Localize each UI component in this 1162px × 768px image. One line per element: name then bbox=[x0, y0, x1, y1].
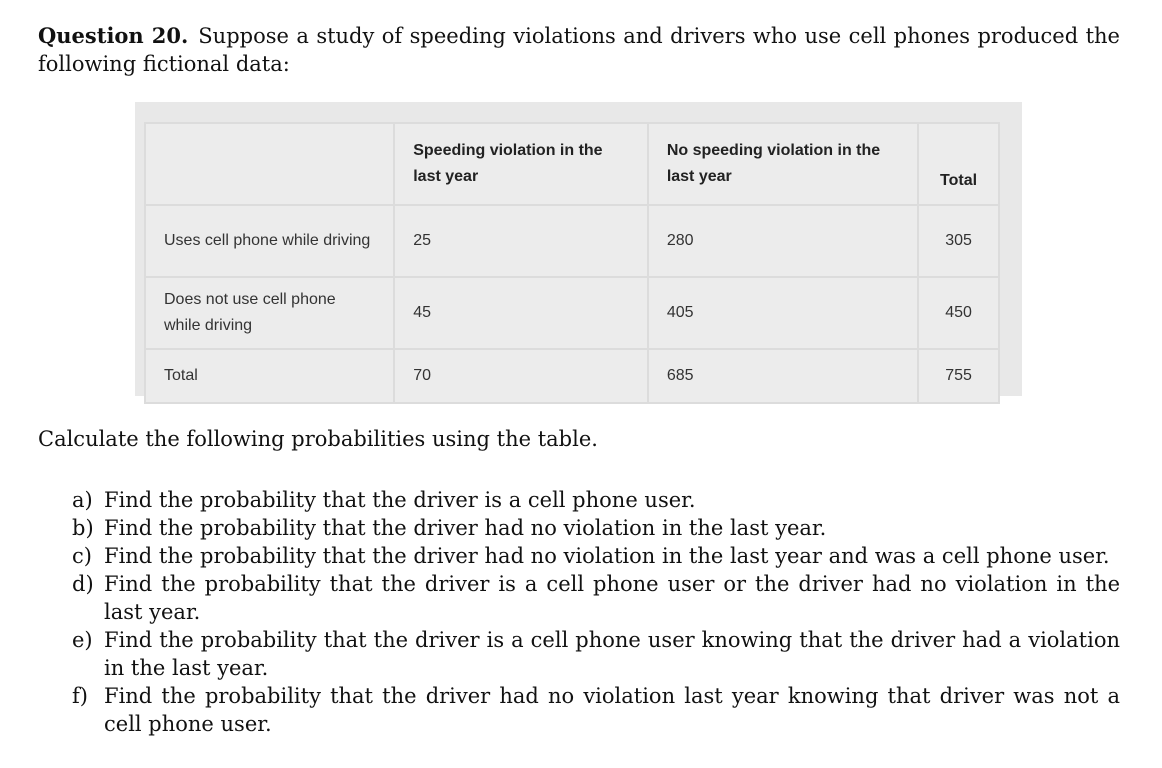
item-marker: b) bbox=[72, 516, 94, 540]
item-marker: d) bbox=[72, 572, 94, 596]
table-cell-total: 755 bbox=[918, 349, 999, 403]
item-text: Find the probability that the driver is a cell phone user. bbox=[104, 488, 696, 512]
data-table-panel bbox=[135, 102, 1022, 396]
table-cell: 685 bbox=[648, 349, 918, 403]
table-cell: 405 bbox=[648, 277, 918, 349]
question-list bbox=[0, 486, 1120, 738]
table-header-corner bbox=[145, 123, 394, 205]
item-text: Find the probability that the driver had no violation in the last year. bbox=[104, 516, 827, 540]
list-item bbox=[0, 542, 1120, 570]
question-body: Suppose a study of speeding violations and drivers who use cell phones produced the following fictional data: bbox=[38, 24, 1120, 76]
row-label: Uses cell phone while driving bbox=[145, 205, 394, 277]
list-item bbox=[0, 486, 1120, 514]
table-cell: 25 bbox=[394, 205, 648, 277]
table-row bbox=[145, 277, 999, 349]
table-row bbox=[145, 205, 999, 277]
table-header-total: Total bbox=[918, 123, 999, 205]
list-item bbox=[0, 570, 1120, 626]
item-text: Find the probability that the driver is a cell phone user knowing that the driver had a violation in the last year. bbox=[104, 628, 1120, 680]
contingency-table bbox=[144, 122, 1000, 404]
item-marker: f) bbox=[72, 684, 88, 708]
table-header-no-violation: No speeding violation in the last year bbox=[648, 123, 918, 205]
table-cell: 70 bbox=[394, 349, 648, 403]
table-cell-total: 450 bbox=[918, 277, 999, 349]
table-cell: 280 bbox=[648, 205, 918, 277]
table-row bbox=[145, 349, 999, 403]
question-number: Question 20. bbox=[38, 23, 189, 48]
row-label: Total bbox=[145, 349, 394, 403]
row-label: Does not use cell phone while driving bbox=[145, 277, 394, 349]
item-marker: a) bbox=[72, 488, 93, 512]
table-cell-total: 305 bbox=[918, 205, 999, 277]
table-cell: 45 bbox=[394, 277, 648, 349]
list-item bbox=[0, 514, 1120, 542]
item-text: Find the probability that the driver is a cell phone user or the driver had no violation in the last year. bbox=[104, 572, 1120, 624]
item-marker: e) bbox=[72, 628, 93, 652]
list-item bbox=[0, 626, 1120, 682]
instruction-text: Calculate the following probabilities using the table. bbox=[38, 427, 598, 451]
list-item bbox=[0, 682, 1120, 738]
question-text bbox=[38, 22, 1120, 78]
table-header-row bbox=[145, 123, 999, 205]
table-header-violation: Speeding violation in the last year bbox=[394, 123, 648, 205]
item-text: Find the probability that the driver had no violation last year knowing that driver was not a cell phone user. bbox=[104, 684, 1120, 736]
item-marker: c) bbox=[72, 544, 92, 568]
item-text: Find the probability that the driver had no violation in the last year and was a cell phone user. bbox=[104, 544, 1110, 568]
